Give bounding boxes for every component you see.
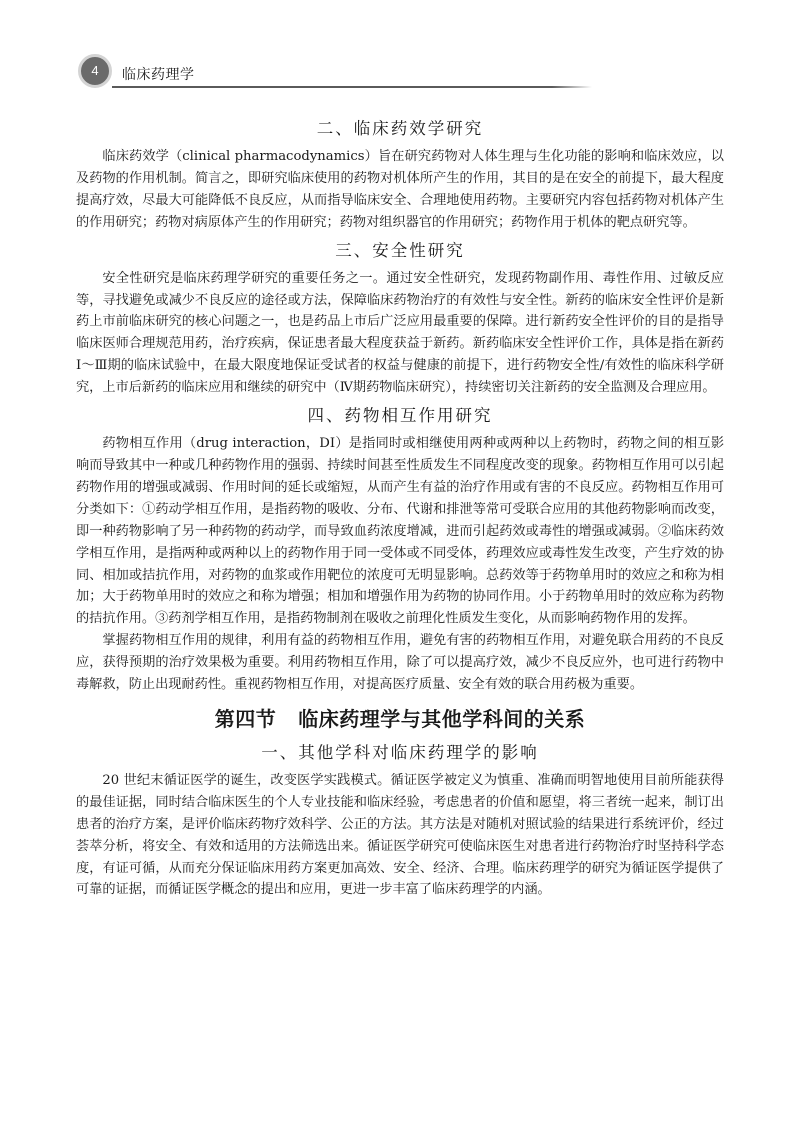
page-body (76, 112, 724, 901)
paragraph: 掌握药物相互作用的规律，利用有益的药物相互作用，避免有害的药物相互作用，对避免联合用药的不良反应，获得预期的治疗效果极为重要。利用药物相互作用，除了可以提高疗效，减少不良反应外，也可进行药物中毒解救，防止出现耐药性。重视药物相互作用，对提高医疗质量、安全有效的联合用药极为重要。 (76, 633, 724, 693)
running-title: 临床药理学 (122, 67, 195, 83)
paragraph: 20 世纪末循证医学的诞生，改变医学实践模式。循证医学被定义为慎重、准确而明智地使用目前所能获得的最佳证据，同时结合临床医生的个人专业技能和临床经验，考虑患者的价值和愿望，将三者统一起来，制订出患者的治疗方案，是评价临床药物疗效科学、公正的方法。其方法是对随机对照试验的结果进行系统评价，经过荟萃分析，将安全、有效和适用的方法筛选出来。循证医学研究可使临床医生对患者进行药物治疗时坚持科学态度，有证可循，从而充分保证临床用药方案更加高效、安全、经济、合理。临床药理学的研究为循证医学提供了可靠的证据，而循证医学概念的提出和应用，更进一步丰富了临床药理学的内涵。 (76, 772, 724, 898)
section-heading-safety: 三、安全性研究 (335, 240, 465, 260)
header-rule (112, 86, 552, 88)
page-header (0, 0, 800, 110)
chapter-heading (76, 702, 724, 736)
section-heading-pharmacodynamics: 二、临床药效学研究 (316, 119, 484, 138)
chapter-label: 第四节 (214, 706, 277, 731)
chapter-title: 临床药理学与其他学科间的关系 (298, 706, 586, 731)
section-heading-other-disciplines: 一、其他学科对临床药理学的影响 (261, 742, 539, 762)
page-number: 4 (78, 54, 112, 88)
paragraph: 安全性研究是临床药理学研究的重要任务之一。通过安全性研究，发现药物副作用、毒性作用、过敏反应等，寻找避免或减少不良反应的途径或方法，保障临床药物治疗的有效性与安全性。新药的临床安全性评价是新药上市前临床研究的核心问题之一，也是药品上市后广泛应用最重要的保障。进行新药安全性评价的目的是指导临床医师合理规范用药，治疗疾病，保证患者最大程度获益于新药。新药临床安全性评价工作，具体是指在新药Ⅰ～Ⅲ期的临床试验中，在最大限度地保证受试者的权益与健康的前提下，进行药物安全性/有效性的临床科学研究，上市后新药的临床应用和继续的研究中（Ⅳ期药物临床研究），持续密切关注新药的安全监测及合理应用。 (76, 270, 724, 396)
paragraph: 临床药效学（clinical pharmacodynamics）旨在研究药物对人体生理与生化功能的影响和临床效应，以及药物的作用机制。简言之，即研究临床使用的药物对机体所产生的作用，其目的是在安全的前提下，最大程度提高疗效，尽最大可能降低不良反应，从而指导临床安全、合理地使用药物。主要研究内容包括药物对机体产生的作用研究；药物对病原体产生的作用研究；药物对组织器官的作用研究；药物作用于机体的靶点研究等。 (76, 149, 724, 230)
header-rule-fade (552, 86, 592, 88)
paragraph: 药物相互作用（drug interaction，DI）是指同时或相继使用两种或两种以上药物时，药物之间的相互影响而导致其中一种或几种药物作用的强弱、持续时间甚至性质发生不同程度改变的现象。药物相互作用可以引起药物作用的增强或减弱、作用时间的延长或缩短，从而产生有益的治疗作用或有害的不良反应。药物相互作用可分类如下：①药动学相互作用，是指药物的吸收、分布、代谢和排泄等常可受联合应用的其他药物影响而改变，即一种药物影响了另一种药物的药动学，而导致血药浓度增减，进而引起药效或毒性的增强或减弱。②临床药效学相互作用，是指两种或两种以上的药物作用于同一受体或不同受体，药理效应或毒性发生改变，产生疗效的协同、相加或拮抗作用，对药物的血浆或作用靶位的浓度可无明显影响。总药效等于药物单用时的效应之和称为相加；大于药物单用时的效应之和称为增强；相加和增强作用为药物的协同作用。小于药物单用时的效应称为药物的拮抗作用。③药剂学相互作用，是指药物制剂在吸收之前理化性质发生变化，从而影响药物作用的发挥。 (76, 436, 724, 627)
section-heading-drug-interaction: 四、药物相互作用研究 (307, 406, 493, 426)
